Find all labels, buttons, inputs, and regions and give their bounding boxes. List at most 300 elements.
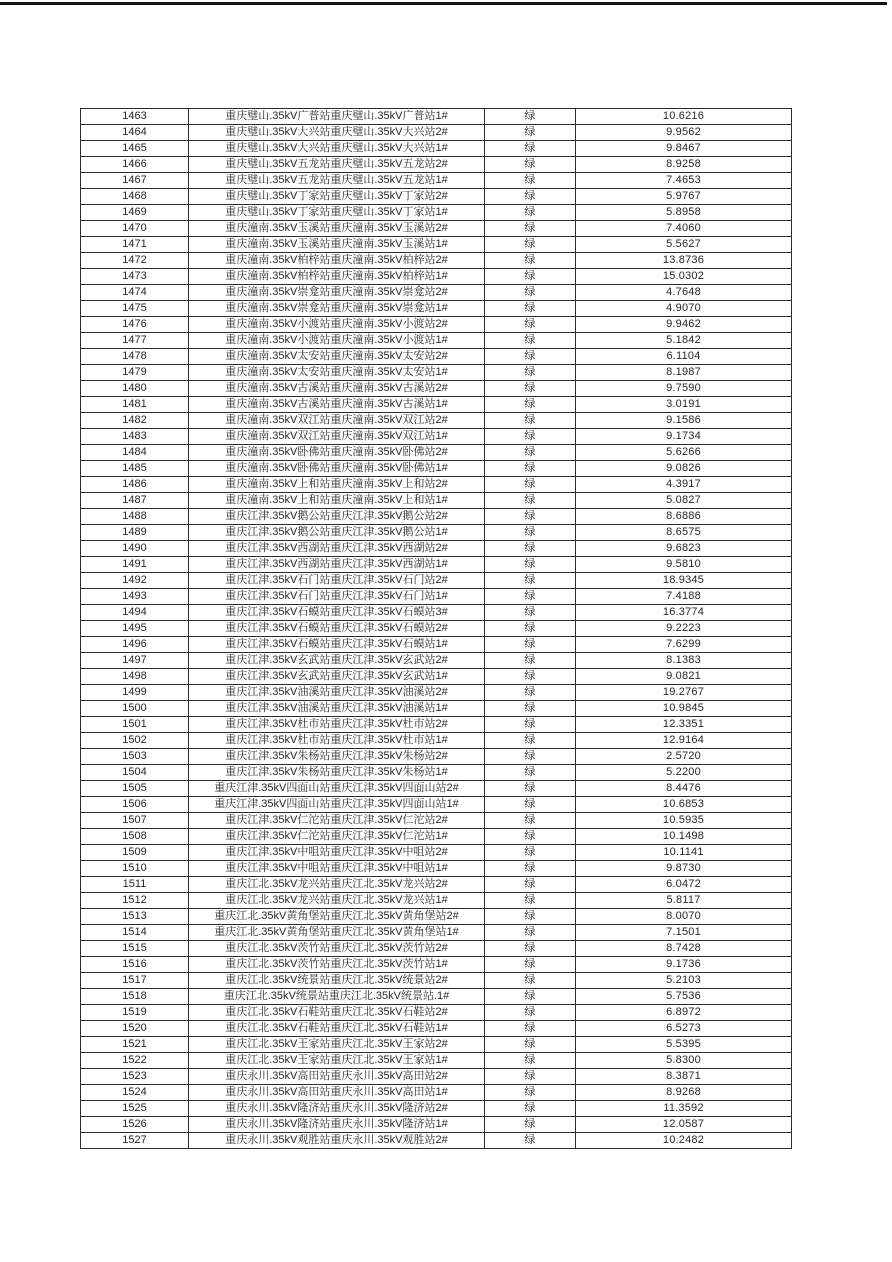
row-number-cell: 1508 bbox=[81, 829, 189, 845]
row-number-cell: 1515 bbox=[81, 941, 189, 957]
value-cell: 5.8300 bbox=[576, 1053, 792, 1069]
station-name-cell: 重庆潼南.35kV太安站重庆潼南.35kV太安站1# bbox=[189, 365, 485, 381]
row-number-cell: 1523 bbox=[81, 1069, 189, 1085]
value-cell: 5.2200 bbox=[576, 765, 792, 781]
station-name-cell: 重庆江津.35kV石门站重庆江津.35kV石门站1# bbox=[189, 589, 485, 605]
value-cell: 5.5627 bbox=[576, 237, 792, 253]
status-cell: 绿 bbox=[485, 941, 576, 957]
table-row bbox=[81, 573, 792, 589]
value-cell: 15.0302 bbox=[576, 269, 792, 285]
value-cell: 9.1736 bbox=[576, 957, 792, 973]
status-cell: 绿 bbox=[485, 813, 576, 829]
value-cell: 5.2103 bbox=[576, 973, 792, 989]
value-cell: 9.1734 bbox=[576, 429, 792, 445]
row-number-cell: 1497 bbox=[81, 653, 189, 669]
table-row bbox=[81, 781, 792, 797]
table-body bbox=[81, 109, 792, 1149]
station-name-cell: 重庆潼南.35kV玉溪站重庆潼南.35kV玉溪站1# bbox=[189, 237, 485, 253]
value-cell: 8.1383 bbox=[576, 653, 792, 669]
value-cell: 13.8736 bbox=[576, 253, 792, 269]
table-row bbox=[81, 317, 792, 333]
value-cell: 12.9164 bbox=[576, 733, 792, 749]
value-cell: 8.9268 bbox=[576, 1085, 792, 1101]
table-row bbox=[81, 205, 792, 221]
station-name-cell: 重庆永川.35kV隆济站重庆永川.35kV隆济站1# bbox=[189, 1117, 485, 1133]
station-name-cell: 重庆璧山.35kV丁家站重庆璧山.35kV丁家站2# bbox=[189, 189, 485, 205]
station-name-cell: 重庆璧山.35kV丁家站重庆璧山.35kV丁家站1# bbox=[189, 205, 485, 221]
row-number-cell: 1525 bbox=[81, 1101, 189, 1117]
row-number-cell: 1492 bbox=[81, 573, 189, 589]
station-name-cell: 重庆江北.35kV龙兴站重庆江北.35kV龙兴站2# bbox=[189, 877, 485, 893]
value-cell: 5.7536 bbox=[576, 989, 792, 1005]
table-row bbox=[81, 957, 792, 973]
row-number-cell: 1478 bbox=[81, 349, 189, 365]
status-cell: 绿 bbox=[485, 1069, 576, 1085]
value-cell: 8.6575 bbox=[576, 525, 792, 541]
row-number-cell: 1486 bbox=[81, 477, 189, 493]
row-number-cell: 1510 bbox=[81, 861, 189, 877]
row-number-cell: 1468 bbox=[81, 189, 189, 205]
status-cell: 绿 bbox=[485, 541, 576, 557]
status-cell: 绿 bbox=[485, 237, 576, 253]
status-cell: 绿 bbox=[485, 1021, 576, 1037]
status-cell: 绿 bbox=[485, 637, 576, 653]
station-name-cell: 重庆江北.35kV黄角堡站重庆江北.35kV黄角堡站1# bbox=[189, 925, 485, 941]
value-cell: 3.0191 bbox=[576, 397, 792, 413]
station-name-cell: 重庆永川.35kV观胜站重庆永川.35kV观胜站2# bbox=[189, 1133, 485, 1149]
value-cell: 7.4060 bbox=[576, 221, 792, 237]
station-name-cell: 重庆江北.35kV王家站重庆江北.35kV王家站1# bbox=[189, 1053, 485, 1069]
row-number-cell: 1469 bbox=[81, 205, 189, 221]
status-cell: 绿 bbox=[485, 253, 576, 269]
row-number-cell: 1512 bbox=[81, 893, 189, 909]
table-row bbox=[81, 445, 792, 461]
value-cell: 9.2223 bbox=[576, 621, 792, 637]
status-cell: 绿 bbox=[485, 605, 576, 621]
row-number-cell: 1464 bbox=[81, 125, 189, 141]
table-row bbox=[81, 653, 792, 669]
row-number-cell: 1477 bbox=[81, 333, 189, 349]
value-cell: 7.4188 bbox=[576, 589, 792, 605]
table-row bbox=[81, 301, 792, 317]
station-name-cell: 重庆江津.35kV杜市站重庆江津.35kV杜市站1# bbox=[189, 733, 485, 749]
station-name-cell: 重庆江津.35kV杜市站重庆江津.35kV杜市站2# bbox=[189, 717, 485, 733]
status-cell: 绿 bbox=[485, 573, 576, 589]
station-name-cell: 重庆潼南.35kV上和站重庆潼南.35kV上和站1# bbox=[189, 493, 485, 509]
row-number-cell: 1499 bbox=[81, 685, 189, 701]
table-row bbox=[81, 269, 792, 285]
station-name-cell: 重庆江津.35kV石蟆站重庆江津.35kV石蟆站2# bbox=[189, 621, 485, 637]
station-name-cell: 重庆潼南.35kV柏梓站重庆潼南.35kV柏梓站1# bbox=[189, 269, 485, 285]
station-name-cell: 重庆江津.35kV仁沱站重庆江津.35kV仁沱站1# bbox=[189, 829, 485, 845]
row-number-cell: 1482 bbox=[81, 413, 189, 429]
table-row bbox=[81, 1005, 792, 1021]
row-number-cell: 1513 bbox=[81, 909, 189, 925]
station-table bbox=[80, 108, 792, 1149]
row-number-cell: 1463 bbox=[81, 109, 189, 125]
status-cell: 绿 bbox=[485, 317, 576, 333]
page-top-rule bbox=[0, 2, 887, 5]
value-cell: 8.1987 bbox=[576, 365, 792, 381]
value-cell: 10.2482 bbox=[576, 1133, 792, 1149]
station-name-cell: 重庆江北.35kV石鞋站重庆江北.35kV石鞋站2# bbox=[189, 1005, 485, 1021]
table-row bbox=[81, 413, 792, 429]
table-row bbox=[81, 141, 792, 157]
row-number-cell: 1527 bbox=[81, 1133, 189, 1149]
status-cell: 绿 bbox=[485, 685, 576, 701]
value-cell: 5.9767 bbox=[576, 189, 792, 205]
table-row bbox=[81, 253, 792, 269]
status-cell: 绿 bbox=[485, 461, 576, 477]
station-name-cell: 重庆潼南.35kV卧佛站重庆潼南.35kV卧佛站1# bbox=[189, 461, 485, 477]
station-name-cell: 重庆江北.35kV龙兴站重庆江北.35kV龙兴站1# bbox=[189, 893, 485, 909]
status-cell: 绿 bbox=[485, 429, 576, 445]
station-name-cell: 重庆江津.35kV朱杨站重庆江津.35kV朱杨站2# bbox=[189, 749, 485, 765]
row-number-cell: 1507 bbox=[81, 813, 189, 829]
row-number-cell: 1502 bbox=[81, 733, 189, 749]
station-name-cell: 重庆潼南.35kV小渡站重庆潼南.35kV小渡站2# bbox=[189, 317, 485, 333]
status-cell: 绿 bbox=[485, 109, 576, 125]
station-name-cell: 重庆潼南.35kV古溪站重庆潼南.35kV古溪站1# bbox=[189, 397, 485, 413]
status-cell: 绿 bbox=[485, 701, 576, 717]
station-name-cell: 重庆江津.35kV鹅公站重庆江津.35kV鹅公站2# bbox=[189, 509, 485, 525]
value-cell: 4.3917 bbox=[576, 477, 792, 493]
row-number-cell: 1516 bbox=[81, 957, 189, 973]
row-number-cell: 1491 bbox=[81, 557, 189, 573]
row-number-cell: 1471 bbox=[81, 237, 189, 253]
station-name-cell: 重庆江津.35kV玄武站重庆江津.35kV玄武站1# bbox=[189, 669, 485, 685]
station-name-cell: 重庆璧山.35kV大兴站重庆璧山.35kV大兴站1# bbox=[189, 141, 485, 157]
station-name-cell: 重庆江北.35kV统景站重庆江北.35kV统景站.1# bbox=[189, 989, 485, 1005]
row-number-cell: 1519 bbox=[81, 1005, 189, 1021]
status-cell: 绿 bbox=[485, 893, 576, 909]
row-number-cell: 1504 bbox=[81, 765, 189, 781]
row-number-cell: 1490 bbox=[81, 541, 189, 557]
status-cell: 绿 bbox=[485, 1085, 576, 1101]
row-number-cell: 1493 bbox=[81, 589, 189, 605]
row-number-cell: 1501 bbox=[81, 717, 189, 733]
status-cell: 绿 bbox=[485, 381, 576, 397]
status-cell: 绿 bbox=[485, 621, 576, 637]
table-row bbox=[81, 717, 792, 733]
status-cell: 绿 bbox=[485, 221, 576, 237]
status-cell: 绿 bbox=[485, 333, 576, 349]
status-cell: 绿 bbox=[485, 285, 576, 301]
value-cell: 6.5273 bbox=[576, 1021, 792, 1037]
status-cell: 绿 bbox=[485, 445, 576, 461]
row-number-cell: 1489 bbox=[81, 525, 189, 541]
status-cell: 绿 bbox=[485, 269, 576, 285]
table-row bbox=[81, 685, 792, 701]
row-number-cell: 1483 bbox=[81, 429, 189, 445]
row-number-cell: 1467 bbox=[81, 173, 189, 189]
table-row bbox=[81, 1037, 792, 1053]
status-cell: 绿 bbox=[485, 861, 576, 877]
row-number-cell: 1473 bbox=[81, 269, 189, 285]
station-name-cell: 重庆璧山.35kV广普站重庆璧山.35kV广普站1# bbox=[189, 109, 485, 125]
station-name-cell: 重庆江北.35kV黄角堡站重庆江北.35kV黄角堡站2# bbox=[189, 909, 485, 925]
value-cell: 9.9462 bbox=[576, 317, 792, 333]
value-cell: 12.0587 bbox=[576, 1117, 792, 1133]
station-name-cell: 重庆江津.35kV仁沱站重庆江津.35kV仁沱站2# bbox=[189, 813, 485, 829]
status-cell: 绿 bbox=[485, 797, 576, 813]
status-cell: 绿 bbox=[485, 909, 576, 925]
value-cell: 11.3592 bbox=[576, 1101, 792, 1117]
station-name-cell: 重庆江津.35kV石蟆站重庆江津.35kV石蟆站3# bbox=[189, 605, 485, 621]
value-cell: 8.0070 bbox=[576, 909, 792, 925]
station-name-cell: 重庆江津.35kV西湖站重庆江津.35kV西湖站1# bbox=[189, 557, 485, 573]
row-number-cell: 1480 bbox=[81, 381, 189, 397]
row-number-cell: 1522 bbox=[81, 1053, 189, 1069]
table-row bbox=[81, 189, 792, 205]
row-number-cell: 1484 bbox=[81, 445, 189, 461]
row-number-cell: 1524 bbox=[81, 1085, 189, 1101]
table-row bbox=[81, 861, 792, 877]
table-row bbox=[81, 285, 792, 301]
status-cell: 绿 bbox=[485, 525, 576, 541]
value-cell: 5.5395 bbox=[576, 1037, 792, 1053]
row-number-cell: 1509 bbox=[81, 845, 189, 861]
status-cell: 绿 bbox=[485, 509, 576, 525]
station-name-cell: 重庆永川.35kV高田站重庆永川.35kV高田站1# bbox=[189, 1085, 485, 1101]
station-name-cell: 重庆江津.35kV石蟆站重庆江津.35kV石蟆站1# bbox=[189, 637, 485, 653]
status-cell: 绿 bbox=[485, 349, 576, 365]
value-cell: 10.5935 bbox=[576, 813, 792, 829]
value-cell: 8.7428 bbox=[576, 941, 792, 957]
table-row bbox=[81, 701, 792, 717]
status-cell: 绿 bbox=[485, 1117, 576, 1133]
row-number-cell: 1517 bbox=[81, 973, 189, 989]
table-row bbox=[81, 365, 792, 381]
table-row bbox=[81, 349, 792, 365]
value-cell: 5.8958 bbox=[576, 205, 792, 221]
table-row bbox=[81, 925, 792, 941]
station-name-cell: 重庆江津.35kV四面山站重庆江津.35kV四面山站1# bbox=[189, 797, 485, 813]
station-name-cell: 重庆潼南.35kV古溪站重庆潼南.35kV古溪站2# bbox=[189, 381, 485, 397]
row-number-cell: 1526 bbox=[81, 1117, 189, 1133]
row-number-cell: 1511 bbox=[81, 877, 189, 893]
status-cell: 绿 bbox=[485, 125, 576, 141]
table-row bbox=[81, 733, 792, 749]
station-name-cell: 重庆璧山.35kV大兴站重庆璧山.35kV大兴站2# bbox=[189, 125, 485, 141]
value-cell: 5.8117 bbox=[576, 893, 792, 909]
row-number-cell: 1472 bbox=[81, 253, 189, 269]
table-row bbox=[81, 845, 792, 861]
station-name-cell: 重庆江津.35kV石门站重庆江津.35kV石门站2# bbox=[189, 573, 485, 589]
table-row bbox=[81, 829, 792, 845]
table-row bbox=[81, 461, 792, 477]
table-row bbox=[81, 605, 792, 621]
table-row bbox=[81, 973, 792, 989]
status-cell: 绿 bbox=[485, 925, 576, 941]
table-row bbox=[81, 1069, 792, 1085]
status-cell: 绿 bbox=[485, 1005, 576, 1021]
table-row bbox=[81, 813, 792, 829]
value-cell: 7.1501 bbox=[576, 925, 792, 941]
status-cell: 绿 bbox=[485, 205, 576, 221]
value-cell: 9.5810 bbox=[576, 557, 792, 573]
value-cell: 9.7590 bbox=[576, 381, 792, 397]
station-name-cell: 重庆永川.35kV高田站重庆永川.35kV高田站2# bbox=[189, 1069, 485, 1085]
value-cell: 5.1842 bbox=[576, 333, 792, 349]
status-cell: 绿 bbox=[485, 141, 576, 157]
row-number-cell: 1481 bbox=[81, 397, 189, 413]
row-number-cell: 1465 bbox=[81, 141, 189, 157]
station-name-cell: 重庆江北.35kV茨竹站重庆江北.35kV茨竹站2# bbox=[189, 941, 485, 957]
station-name-cell: 重庆江北.35kV石鞋站重庆江北.35kV石鞋站1# bbox=[189, 1021, 485, 1037]
table-row bbox=[81, 333, 792, 349]
table-row bbox=[81, 1101, 792, 1117]
row-number-cell: 1476 bbox=[81, 317, 189, 333]
status-cell: 绿 bbox=[485, 749, 576, 765]
row-number-cell: 1488 bbox=[81, 509, 189, 525]
status-cell: 绿 bbox=[485, 1133, 576, 1149]
row-number-cell: 1494 bbox=[81, 605, 189, 621]
station-name-cell: 重庆潼南.35kV柏梓站重庆潼南.35kV柏梓站2# bbox=[189, 253, 485, 269]
status-cell: 绿 bbox=[485, 173, 576, 189]
table-row bbox=[81, 765, 792, 781]
status-cell: 绿 bbox=[485, 845, 576, 861]
row-number-cell: 1505 bbox=[81, 781, 189, 797]
value-cell: 6.0472 bbox=[576, 877, 792, 893]
table-row bbox=[81, 493, 792, 509]
table-row bbox=[81, 589, 792, 605]
value-cell: 8.3871 bbox=[576, 1069, 792, 1085]
table-row bbox=[81, 381, 792, 397]
station-name-cell: 重庆潼南.35kV双江站重庆潼南.35kV双江站1# bbox=[189, 429, 485, 445]
row-number-cell: 1514 bbox=[81, 925, 189, 941]
value-cell: 10.6216 bbox=[576, 109, 792, 125]
value-cell: 6.8972 bbox=[576, 1005, 792, 1021]
row-number-cell: 1500 bbox=[81, 701, 189, 717]
station-name-cell: 重庆江津.35kV中咀站重庆江津.35kV中咀站2# bbox=[189, 845, 485, 861]
station-name-cell: 重庆潼南.35kV崇龛站重庆潼南.35kV崇龛站1# bbox=[189, 301, 485, 317]
value-cell: 10.1498 bbox=[576, 829, 792, 845]
value-cell: 2.5720 bbox=[576, 749, 792, 765]
station-name-cell: 重庆永川.35kV隆济站重庆永川.35kV隆济站2# bbox=[189, 1101, 485, 1117]
row-number-cell: 1495 bbox=[81, 621, 189, 637]
row-number-cell: 1470 bbox=[81, 221, 189, 237]
status-cell: 绿 bbox=[485, 1101, 576, 1117]
row-number-cell: 1496 bbox=[81, 637, 189, 653]
value-cell: 5.6266 bbox=[576, 445, 792, 461]
status-cell: 绿 bbox=[485, 413, 576, 429]
station-name-cell: 重庆江津.35kV玄武站重庆江津.35kV玄武站2# bbox=[189, 653, 485, 669]
value-cell: 8.9258 bbox=[576, 157, 792, 173]
table-row bbox=[81, 941, 792, 957]
status-cell: 绿 bbox=[485, 589, 576, 605]
table-row bbox=[81, 669, 792, 685]
status-cell: 绿 bbox=[485, 493, 576, 509]
value-cell: 8.4476 bbox=[576, 781, 792, 797]
status-cell: 绿 bbox=[485, 477, 576, 493]
table-row bbox=[81, 989, 792, 1005]
station-name-cell: 重庆潼南.35kV双江站重庆潼南.35kV双江站2# bbox=[189, 413, 485, 429]
station-name-cell: 重庆潼南.35kV崇龛站重庆潼南.35kV崇龛站2# bbox=[189, 285, 485, 301]
value-cell: 9.0826 bbox=[576, 461, 792, 477]
value-cell: 10.1141 bbox=[576, 845, 792, 861]
value-cell: 18.9345 bbox=[576, 573, 792, 589]
row-number-cell: 1506 bbox=[81, 797, 189, 813]
value-cell: 7.6299 bbox=[576, 637, 792, 653]
status-cell: 绿 bbox=[485, 781, 576, 797]
value-cell: 9.9562 bbox=[576, 125, 792, 141]
station-name-cell: 重庆潼南.35kV上和站重庆潼南.35kV上和站2# bbox=[189, 477, 485, 493]
station-name-cell: 重庆江津.35kV中咀站重庆江津.35kV中咀站1# bbox=[189, 861, 485, 877]
table-row bbox=[81, 1133, 792, 1149]
value-cell: 5.0827 bbox=[576, 493, 792, 509]
value-cell: 9.8730 bbox=[576, 861, 792, 877]
status-cell: 绿 bbox=[485, 301, 576, 317]
value-cell: 4.7648 bbox=[576, 285, 792, 301]
status-cell: 绿 bbox=[485, 957, 576, 973]
row-number-cell: 1498 bbox=[81, 669, 189, 685]
row-number-cell: 1503 bbox=[81, 749, 189, 765]
table-row bbox=[81, 173, 792, 189]
value-cell: 16.3774 bbox=[576, 605, 792, 621]
status-cell: 绿 bbox=[485, 557, 576, 573]
table-row bbox=[81, 157, 792, 173]
station-name-cell: 重庆潼南.35kV太安站重庆潼南.35kV太安站2# bbox=[189, 349, 485, 365]
table-row bbox=[81, 429, 792, 445]
row-number-cell: 1487 bbox=[81, 493, 189, 509]
status-cell: 绿 bbox=[485, 365, 576, 381]
row-number-cell: 1520 bbox=[81, 1021, 189, 1037]
station-name-cell: 重庆江津.35kV油溪站重庆江津.35kV油溪站1# bbox=[189, 701, 485, 717]
table-row bbox=[81, 749, 792, 765]
station-name-cell: 重庆江津.35kV西湖站重庆江津.35kV西湖站2# bbox=[189, 541, 485, 557]
table-row bbox=[81, 109, 792, 125]
table-row bbox=[81, 797, 792, 813]
value-cell: 8.6886 bbox=[576, 509, 792, 525]
row-number-cell: 1474 bbox=[81, 285, 189, 301]
status-cell: 绿 bbox=[485, 157, 576, 173]
station-name-cell: 重庆璧山.35kV五龙站重庆璧山.35kV五龙站1# bbox=[189, 173, 485, 189]
station-name-cell: 重庆江津.35kV油溪站重庆江津.35kV油溪站2# bbox=[189, 685, 485, 701]
status-cell: 绿 bbox=[485, 989, 576, 1005]
status-cell: 绿 bbox=[485, 669, 576, 685]
value-cell: 9.1586 bbox=[576, 413, 792, 429]
table-row bbox=[81, 125, 792, 141]
status-cell: 绿 bbox=[485, 397, 576, 413]
row-number-cell: 1518 bbox=[81, 989, 189, 1005]
station-name-cell: 重庆江津.35kV鹅公站重庆江津.35kV鹅公站1# bbox=[189, 525, 485, 541]
table-row bbox=[81, 1021, 792, 1037]
station-name-cell: 重庆潼南.35kV卧佛站重庆潼南.35kV卧佛站2# bbox=[189, 445, 485, 461]
table-row bbox=[81, 877, 792, 893]
value-cell: 10.6853 bbox=[576, 797, 792, 813]
station-name-cell: 重庆潼南.35kV小渡站重庆潼南.35kV小渡站1# bbox=[189, 333, 485, 349]
table-row bbox=[81, 1053, 792, 1069]
table-row bbox=[81, 541, 792, 557]
value-cell: 4.9070 bbox=[576, 301, 792, 317]
status-cell: 绿 bbox=[485, 717, 576, 733]
station-name-cell: 重庆江津.35kV四面山站重庆江津.35kV四面山站2# bbox=[189, 781, 485, 797]
value-cell: 12.3351 bbox=[576, 717, 792, 733]
status-cell: 绿 bbox=[485, 733, 576, 749]
status-cell: 绿 bbox=[485, 765, 576, 781]
table-row bbox=[81, 557, 792, 573]
status-cell: 绿 bbox=[485, 829, 576, 845]
table-row bbox=[81, 477, 792, 493]
value-cell: 6.1104 bbox=[576, 349, 792, 365]
row-number-cell: 1475 bbox=[81, 301, 189, 317]
table-row bbox=[81, 909, 792, 925]
status-cell: 绿 bbox=[485, 653, 576, 669]
table-row bbox=[81, 1117, 792, 1133]
station-name-cell: 重庆江北.35kV统景站重庆江北.35kV统景站2# bbox=[189, 973, 485, 989]
status-cell: 绿 bbox=[485, 877, 576, 893]
